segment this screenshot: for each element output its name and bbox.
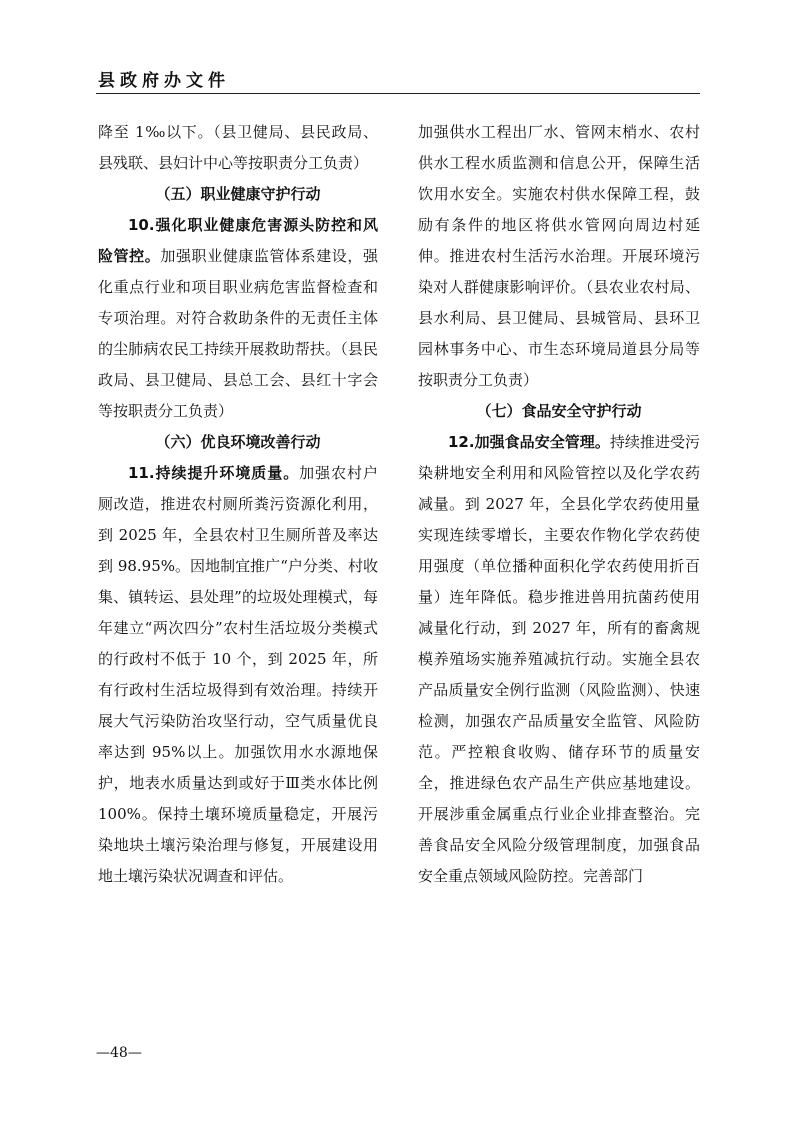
header-title: 县政府办文件	[98, 71, 230, 91]
item-11-body: 加强农村户厕改造，推进农村厕所粪污资源化利用，到 2025 年，全县农村卫生厕所普及率达到 98.95%。因地制宜推广“户分类、村收集、镇转运、县处理”的垃圾处理模式，每年建立“两次四分”农村生活垃圾分类模式的行政村不低于 10 个，到 2025 年，所有行政村生活垃圾得到有效治理。持续开展大气污染防治攻坚行动，空气质量优良率达到 95%以上。加强饮用水水源地保护，地表水质量达到或好于Ⅲ类水体比例 100%。保持土壤环境质量稳定，开展污染地块土壤污染治理与修复，开展建设用地土壤污染状况调查和评估。	[98, 464, 378, 885]
item-11-title: 11.持续提升环境质量。	[128, 464, 300, 482]
item-10-title: 10.强化职业健康危害源头防控和风险管控。	[98, 216, 378, 265]
paragraph-continuation: 降至 1‰以下。（县卫健局、县民政局、县残联、县妇计中心等按职责分工负责）	[98, 123, 378, 172]
paragraph-continuation-right: 加强供水工程出厂水、管网末梢水、农村供水工程水质监测和信息公开，保障生活饮用水安全。实施农村供水保障工程，鼓励有条件的地区将供水管网向周边村延伸。推进农村生活污水治理。开展环境污染对人群健康影响评价。（县农业农村局、县水利局、县卫健局、县城管局、县环卫园林事务中心、市生态环境局道县分局等按职责分工负责）	[418, 123, 700, 389]
section-heading-7: （七）食品安全守护行动	[476, 402, 642, 420]
item-12-paragraph	[418, 427, 700, 892]
section-heading-6: （六）优良环境改善行动	[155, 433, 321, 451]
item-10-body: 加强职业健康监管体系建设，强化重点行业和项目职业病危害监督检查和专项治理。对符合救助条件的无责任主体的尘肺病农民工持续开展救助帮扶。（县民政局、县卫健局、县总工会、县红十字会等按职责分工负责）	[98, 247, 378, 420]
page-number: —48—	[96, 1045, 142, 1061]
item-12-title: 12.加强食品安全管理。	[448, 433, 610, 451]
section-heading-5: （五）职业健康守护行动	[155, 185, 321, 203]
header-rule	[96, 93, 700, 94]
item-12-body: 持续推进受污染耕地安全利用和风险管控以及化学农药减量。到 2027 年，全县化学农药使用量实现连续零增长，主要农作物化学农药使用强度（单位播种面积化学农药使用折百量）连年降低。稳步推进兽用抗菌药使用减量化行动，到 2027 年，所有的畜禽规模养殖场实施养殖减抗行动。实施全县农产品质量安全例行监测（风险监测）、快速检测，加强农产品质量安全监管、风险防范。严控粮食收购、储存环节的质量安全，推进绿色农产品生产供应基地建设。开展涉重金属重点行业企业排查整治。完善食品安全风险分级管理制度，加强食品安全重点领域风险防控。完善部门	[418, 433, 700, 885]
right-column	[418, 117, 700, 892]
item-10-paragraph	[98, 210, 378, 427]
item-11-paragraph	[98, 458, 378, 892]
left-column	[98, 117, 378, 892]
